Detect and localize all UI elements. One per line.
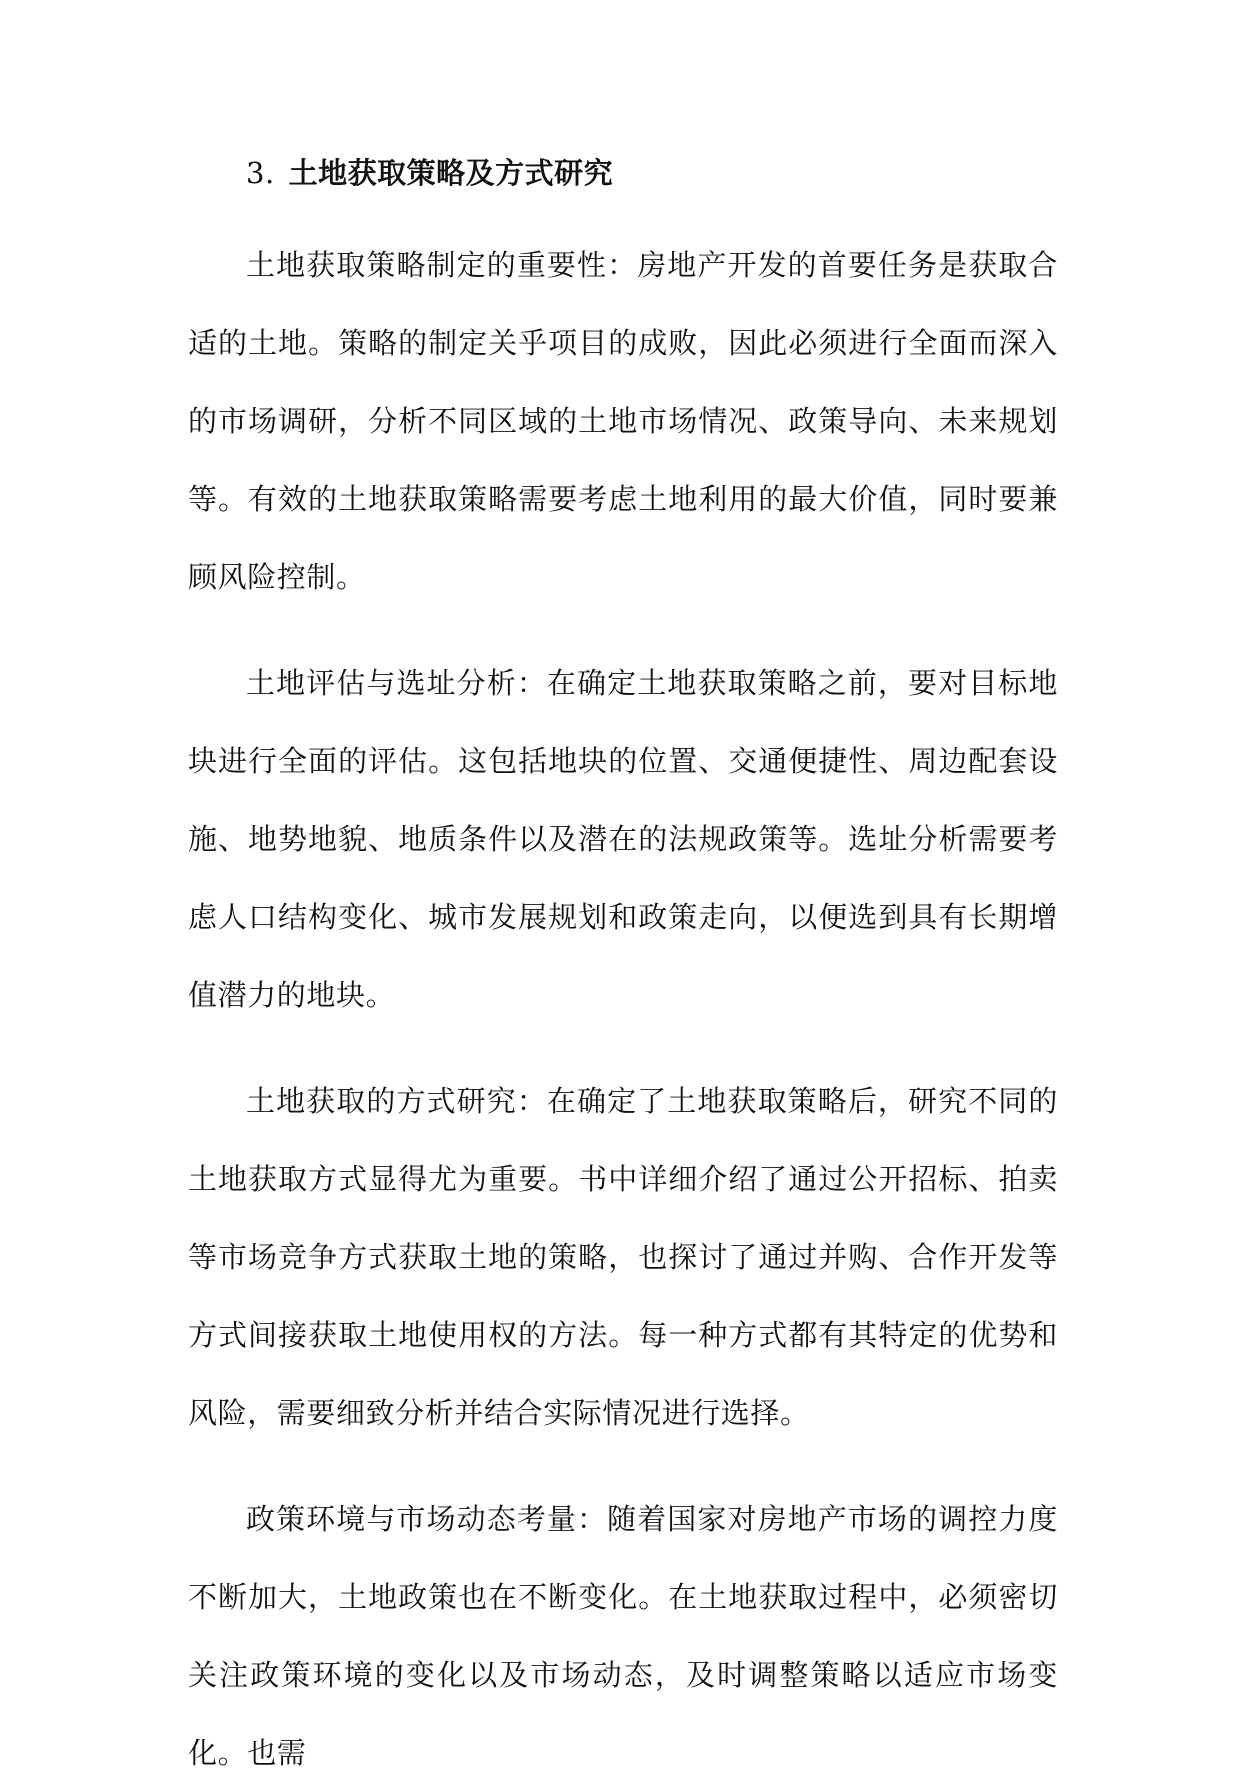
section-title: 土地获取策略及方式研究: [288, 156, 614, 190]
section-number: 3.: [246, 156, 275, 190]
paragraph-land-acquisition-methods: 土地获取的方式研究：在确定了土地获取策略后，研究不同的土地获取方式显得尤为重要。书中详细介绍了通过公开招标、拍卖等市场竞争方式获取土地的策略，也探讨了通过并购、合作开发等方式间接获取土地使用权的方法。每一种方式都有其特定的优势和风险，需要细致分析并结合实际情况进行选择。: [188, 1084, 1058, 1430]
paragraph-policy-market-dynamics: 政策环境与市场动态考量：随着国家对房地产市场的调控力度不断加大，土地政策也在不断变化。在土地获取过程中，必须密切关注政策环境的变化以及市场动态，及时调整策略以适应市场变化。也需: [188, 1502, 1058, 1770]
section-heading: [188, 148, 1058, 198]
paragraph-land-evaluation-site-selection: 土地评估与选址分析：在确定土地获取策略之前，要对目标地块进行全面的评估。这包括地块的位置、交通便捷性、周边配套设施、地势地貌、地质条件以及潜在的法规政策等。选址分析需要考虑人口结构变化、城市发展规划和政策走向，以便选到具有长期增值潜力的地块。: [188, 666, 1058, 1012]
document-body: [188, 148, 1058, 1792]
paragraph-land-strategy-importance: 土地获取策略制定的重要性：房地产开发的首要任务是获取合适的土地。策略的制定关乎项目的成败，因此必须进行全面而深入的市场调研，分析不同区域的土地市场情况、政策导向、未来规划等。有效的土地获取策略需要考虑土地利用的最大价值，同时要兼顾风险控制。: [188, 248, 1058, 594]
